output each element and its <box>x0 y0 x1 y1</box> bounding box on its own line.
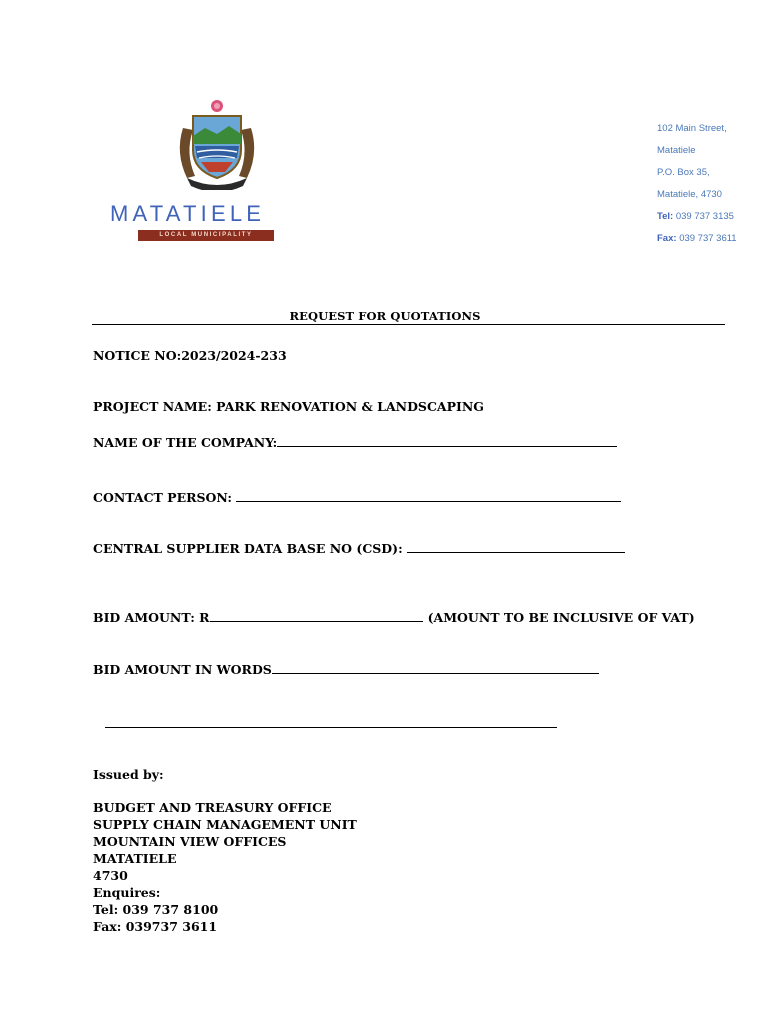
bid-words-blank[interactable] <box>272 672 599 674</box>
address-line-1: 102 Main Street, <box>657 123 727 134</box>
issued-line-3: MOUNTAIN VIEW OFFICES <box>93 834 287 849</box>
issued-line-2: SUPPLY CHAIN MANAGEMENT UNIT <box>93 817 357 832</box>
bid-words-label: BID AMOUNT IN WORDS <box>93 662 272 677</box>
bid-amount-label: BID AMOUNT: R <box>93 610 210 625</box>
tel-number: 039 737 3135 <box>675 211 734 222</box>
csd-number-label: CENTRAL SUPPLIER DATA BASE NO (CSD): <box>93 541 403 556</box>
bid-words-field <box>93 662 599 677</box>
address-line-3: P.O. Box 35, <box>657 167 710 178</box>
project-name: PROJECT NAME: PARK RENOVATION & LANDSCAPING <box>93 399 484 414</box>
issued-line-6: Enquires: <box>93 885 161 900</box>
issued-line-4: MATATIELE <box>93 851 177 866</box>
address-line-4: Matatiele, 4730 <box>657 189 722 200</box>
issued-line-8: Fax: 039737 3611 <box>93 919 218 934</box>
document-title: REQUEST FOR QUOTATIONS <box>289 309 481 323</box>
issued-line-7: Tel: 039 737 8100 <box>93 902 219 917</box>
bid-amount-field <box>93 610 695 625</box>
bid-amount-note: (AMOUNT TO BE INCLUSIVE OF VAT) <box>427 610 695 625</box>
contact-person-label: CONTACT PERSON: <box>93 490 233 505</box>
company-name-label: NAME OF THE COMPANY: <box>93 435 278 450</box>
municipality-subtitle-banner: LOCAL MUNICIPALITY <box>138 230 274 241</box>
bid-words-continuation-blank[interactable] <box>105 727 557 728</box>
issued-line-5: 4730 <box>93 868 128 883</box>
company-name-blank[interactable] <box>277 445 617 447</box>
issued-by-label: Issued by: <box>93 767 164 782</box>
fax-label: Fax: <box>657 233 677 244</box>
tel-label: Tel: <box>657 211 674 222</box>
csd-number-field <box>93 541 625 556</box>
issued-line-1: BUDGET AND TREASURY OFFICE <box>93 800 332 815</box>
bid-amount-blank[interactable] <box>210 620 423 622</box>
csd-number-blank[interactable] <box>407 551 625 553</box>
company-name-field <box>93 435 617 450</box>
fax-number: 039 737 3611 <box>679 233 737 244</box>
address-fax <box>657 233 737 244</box>
address-line-2: Matatiele <box>657 145 696 156</box>
contact-person-blank[interactable] <box>236 500 621 502</box>
municipality-wordmark: MATATIELE <box>110 201 266 226</box>
title-rule <box>92 324 725 325</box>
municipal-crest-logo <box>165 98 269 190</box>
contact-person-field <box>93 490 621 505</box>
notice-number: NOTICE NO:2023/2024-233 <box>93 348 287 363</box>
address-tel <box>657 211 734 222</box>
